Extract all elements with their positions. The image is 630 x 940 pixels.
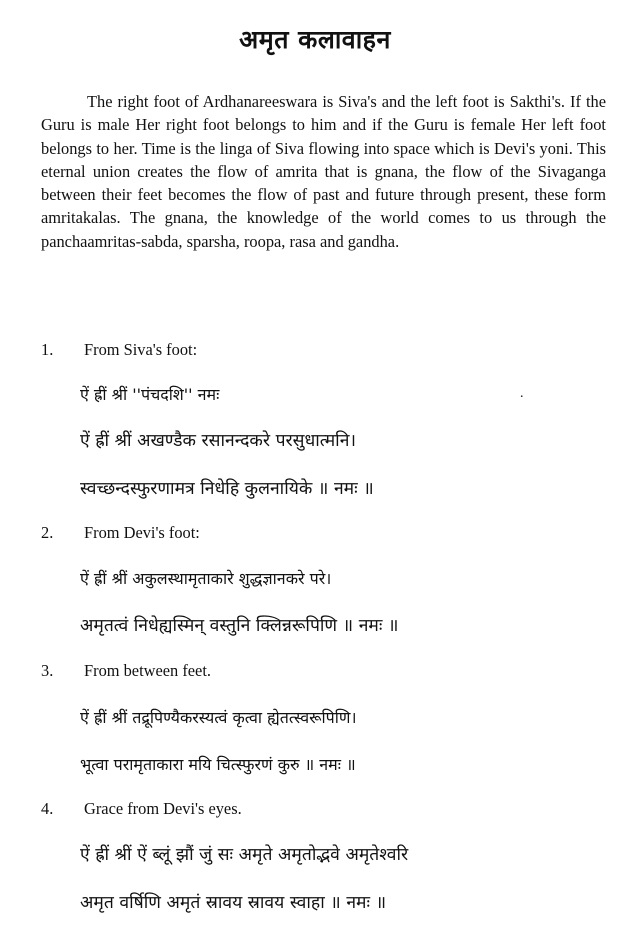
item-2-verse-2: अमृतत्वं निधेह्यस्मिन् वस्तुनि क्लिन्नरूपिणि ॥ नमः ॥ bbox=[80, 616, 399, 636]
stray-mark: . bbox=[520, 386, 524, 401]
item-2-verse-1: ऐं ह्रीं श्रीं अकुलस्थामृताकारे शुद्धज्ञानकरे परे। bbox=[80, 569, 332, 588]
item-2-heading: From Devi's foot: bbox=[84, 523, 200, 542]
item-1-number: 1. bbox=[41, 340, 54, 359]
page-title: अमृत कलावाहन bbox=[239, 25, 391, 54]
item-2-number: 2. bbox=[41, 523, 54, 542]
item-3-heading: From between feet. bbox=[84, 661, 211, 680]
intro-paragraph: The right foot of Ardhanareeswara is Siva's and the left foot is Sakthi's. If the Guru is male Her right foot belongs to him and if the Guru is female Her left foot belongs to her. Time is the linga of Siva flowing into space which is Devi's yoni. This eternal union creates the flow of amrita that is gnana, the flow of the Sivaganga between their feet becomes the flow of past and future through present, these form amritakalas. The gnana, the knowledge of the world comes to us through the panchaamritas-sabda, sparsha, roopa, rasa and gandha. bbox=[41, 92, 606, 251]
item-4-number: 4. bbox=[41, 799, 54, 818]
item-1-verse-1: ऐं ह्रीं श्रीं ''पंचदशि'' नमः bbox=[80, 385, 220, 404]
item-1-verse-3: स्वच्छन्दस्फुरणामत्र निधेहि कुलनायिके ॥ नमः ॥ bbox=[80, 479, 374, 499]
item-4-verse-2: अमृत वर्षिणि अमृतं स्रावय स्रावय स्वाहा ॥ नमः ॥ bbox=[80, 893, 387, 913]
item-4-heading: Grace from Devi's eyes. bbox=[84, 799, 242, 818]
item-3-verse-2: भूत्वा परामृताकारा मयि चित्स्फुरणं कुरु ॥ नमः ॥ bbox=[80, 755, 356, 774]
item-1-verse-2: ऐं ह्रीं श्रीं अखण्डैक रसानन्दकरे परसुधात्मनि। bbox=[80, 431, 357, 451]
item-1-heading: From Siva's foot: bbox=[84, 340, 198, 359]
item-4-verse-1: ऐं ह्रीं श्रीं ऐं ब्लूं झौं जुं सः अमृते अमृतोद्भवे अमृतेश्वरि bbox=[80, 845, 409, 865]
item-3-verse-1: ऐं ह्रीं श्रीं तद्रूपिण्यैकरस्यत्वं कृत्वा ह्येतत्स्वरूपिणि। bbox=[80, 708, 357, 727]
item-3-number: 3. bbox=[41, 661, 54, 680]
